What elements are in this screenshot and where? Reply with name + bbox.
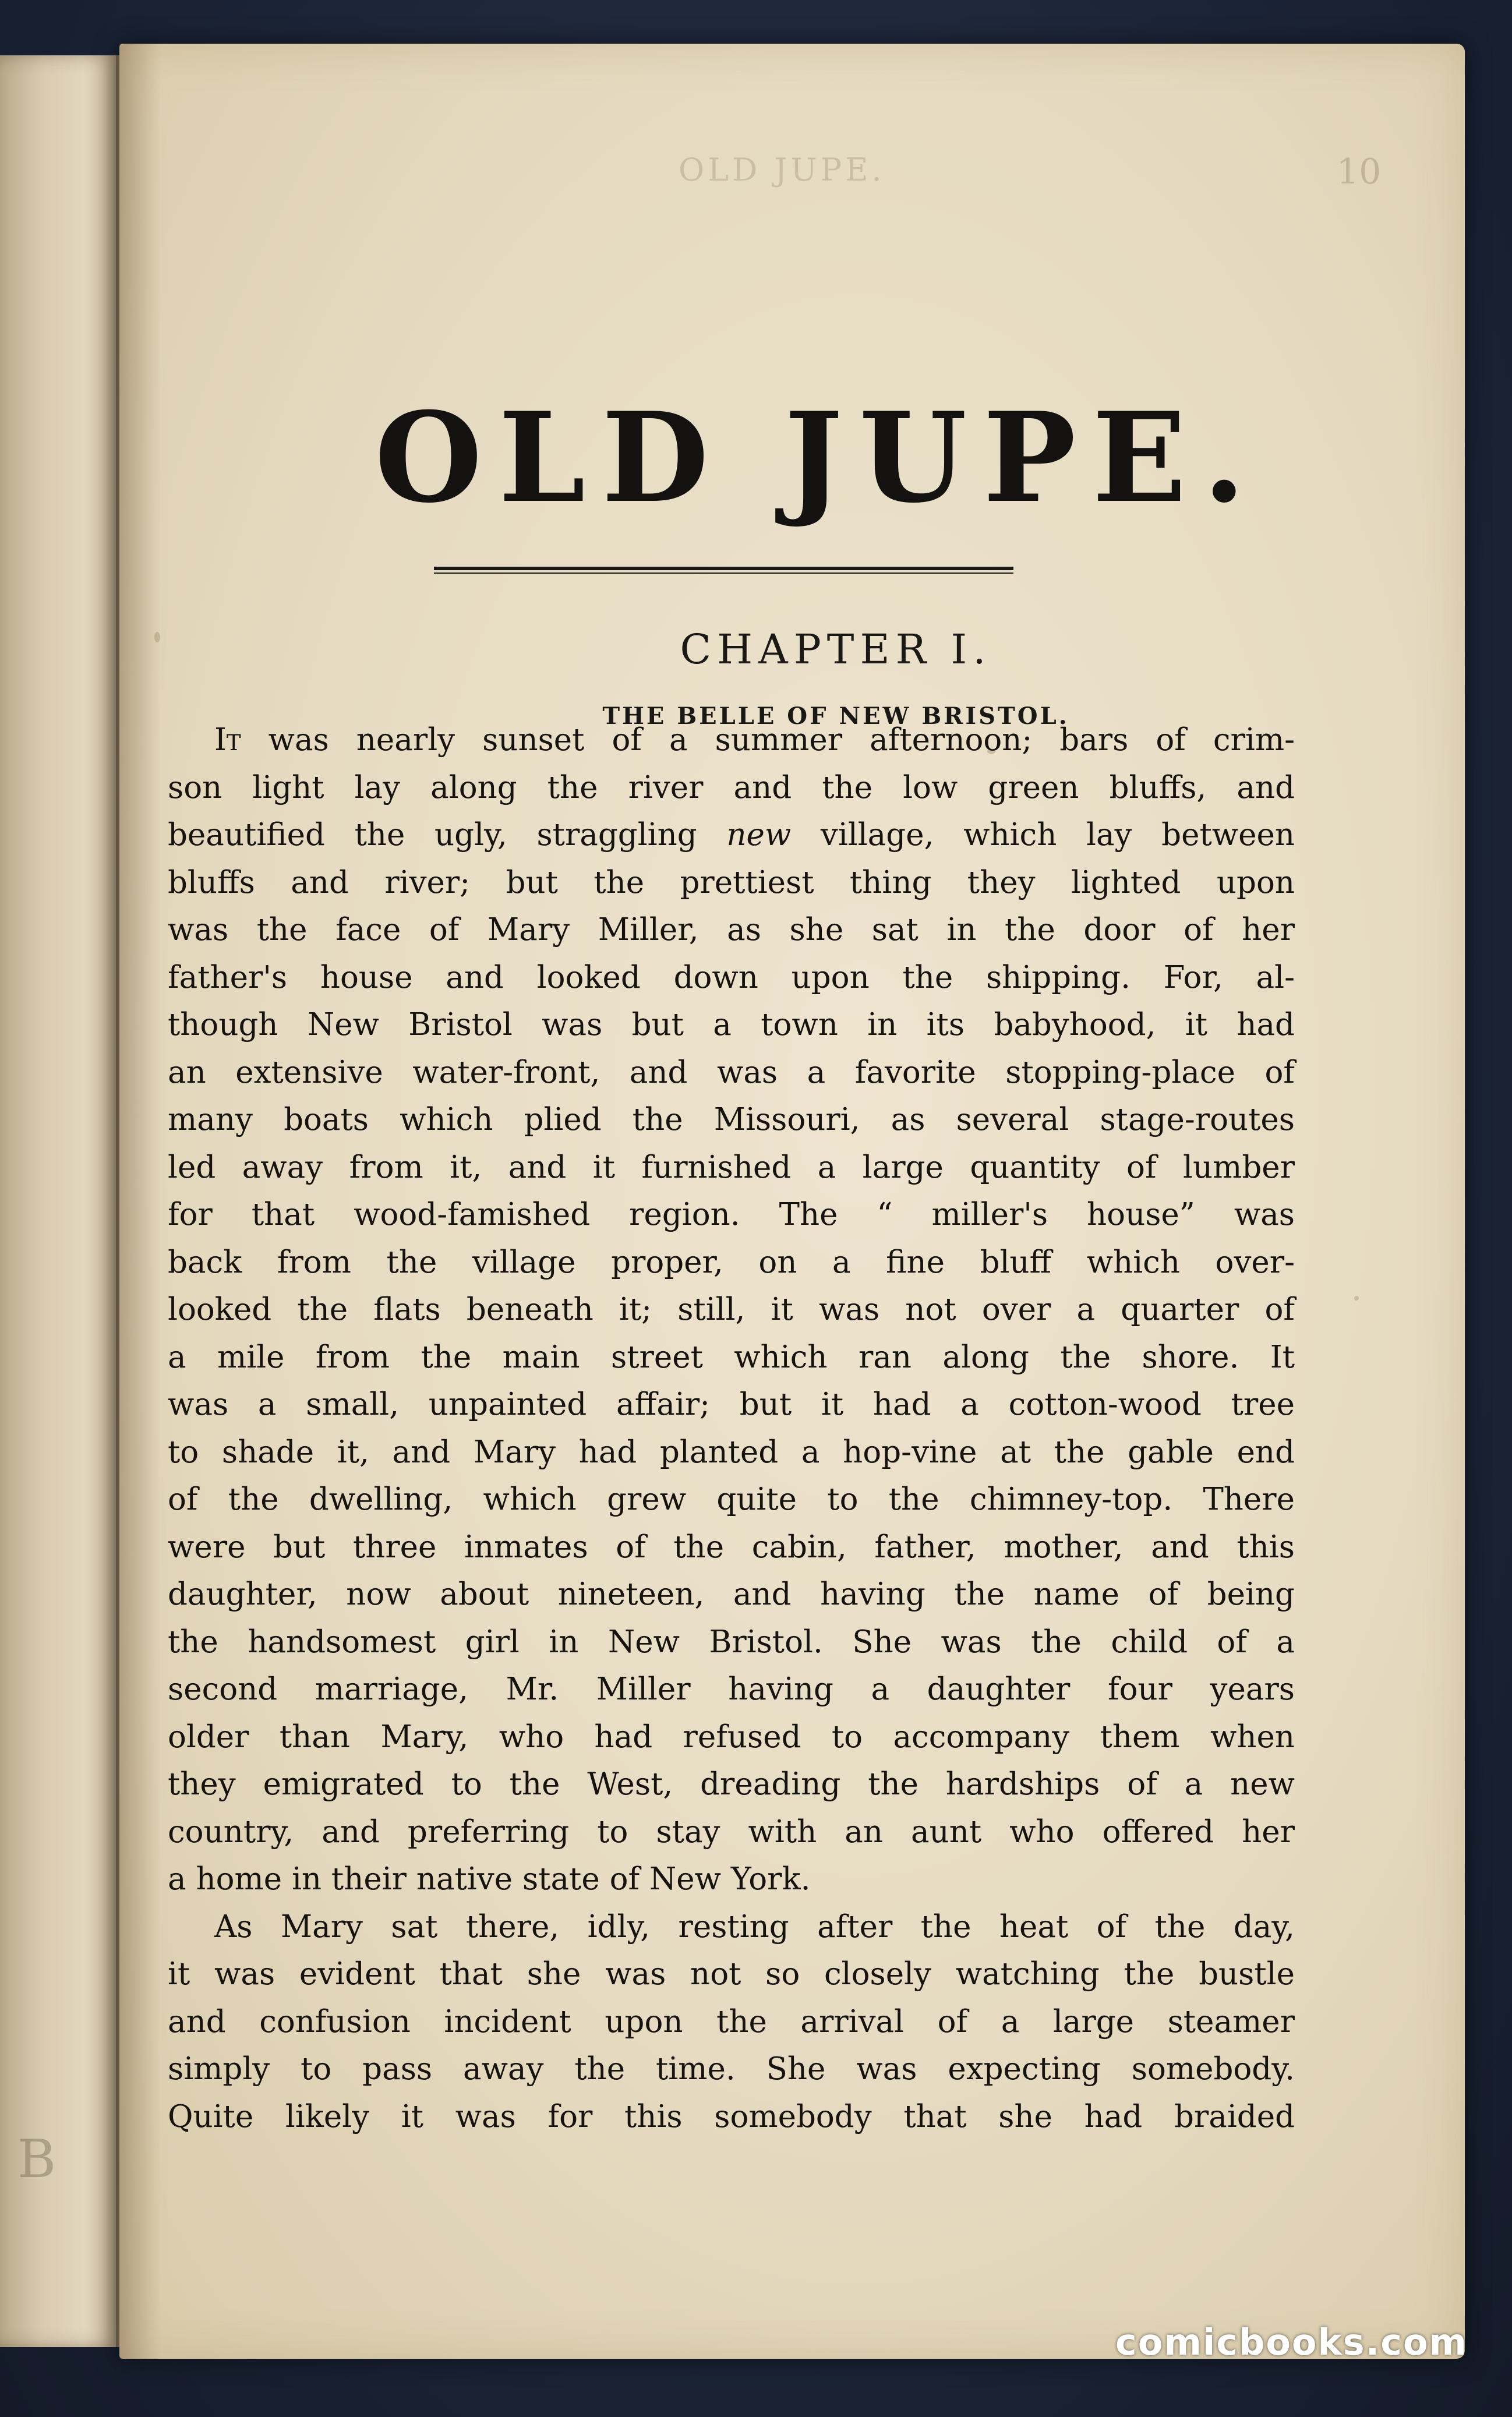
text-line: a home in their native state of New York.	[168, 1861, 811, 1897]
paragraph-1	[168, 716, 1295, 1903]
show-through-left-fragment: B	[17, 2129, 59, 2190]
ghost-running-head: OLD JUPE.	[679, 151, 885, 188]
text-line: father's house and looked down upon the shipping. For, al-	[168, 959, 1295, 995]
watermark: comicbooks.com	[1115, 2321, 1468, 2363]
ghost-page-number: 10	[1337, 151, 1382, 192]
text-line-content: beautified the ugly, straggling	[168, 817, 727, 853]
text-line: led away from it, and it furnished a large quantity of lumber	[168, 1149, 1295, 1185]
text-line: second marriage, Mr. Miller having a daughter four years	[168, 1672, 1295, 1707]
text-line: to shade it, and Mary had planted a hop-vine at the gable end	[168, 1434, 1295, 1470]
text-line-content: village, which lay between	[791, 817, 1295, 853]
text-line: looked the flats beneath it; still, it was not over a quarter of	[168, 1292, 1295, 1327]
title-rule	[434, 567, 1013, 570]
text-line: the handsomest girl in New Bristol. She was the child of a	[168, 1624, 1295, 1660]
text-line: an extensive water-front, and was a favorite stopping-place of	[168, 1054, 1295, 1090]
chapter-heading: CHAPTER I.	[680, 626, 992, 673]
lead-word: It	[214, 722, 241, 758]
text-line: older than Mary, who had refused to accompany them when	[168, 1719, 1295, 1755]
paper-blemish	[1354, 1296, 1359, 1301]
text-line: and confusion incident upon the arrival of a large steamer	[168, 2003, 1295, 2040]
text-line-content: was nearly sunset of a summer afternoon; bars of crim-	[241, 722, 1295, 758]
text-line: were but three inmates of the cabin, father, mother, and this	[168, 1529, 1295, 1565]
body-text	[168, 716, 1295, 2140]
text-line: for that wood-famished region. The “ miller's house” was	[168, 1197, 1295, 1232]
book-title: OLD JUPE.	[375, 385, 1262, 530]
text-line	[168, 811, 1295, 859]
text-line: it was evident that she was not so closely watching the bustle	[168, 1956, 1295, 1992]
text-line: of the dwelling, which grew quite to the chimney-top. There	[168, 1482, 1295, 1517]
text-line: Quite likely it was for this somebody that she had braided	[168, 2098, 1295, 2135]
show-through-header	[119, 151, 1465, 221]
text-line: daughter, now about nineteen, and having the name of being	[168, 1577, 1295, 1612]
text-line: was a small, unpainted affair; but it had a cotton-wood tree	[168, 1387, 1295, 1422]
text-line: back from the village proper, on a fine bluff which over-	[168, 1244, 1295, 1280]
text-line: many boats which plied the Missouri, as several stage-routes	[168, 1102, 1295, 1137]
text-line: simply to pass away the time. She was expecting somebody.	[168, 2051, 1295, 2087]
text-line: bluffs and river; but the prettiest thing they lighted upon	[168, 864, 1295, 900]
text-line: though New Bristol was but a town in its babyhood, it had	[168, 1007, 1295, 1043]
chapter-subtitle: THE BELLE OF NEW BRISTOL.	[602, 702, 1069, 730]
text-line: they emigrated to the West, dreading the hardships of a new	[168, 1766, 1295, 1802]
text-line: was the face of Mary Miller, as she sat in the door of her	[168, 912, 1295, 948]
text-line: country, and preferring to stay with an aunt who offered her	[168, 1814, 1295, 1850]
paragraph-2	[168, 1903, 1295, 2141]
text-line	[168, 716, 1295, 764]
italic-word: new	[726, 817, 792, 853]
text-line: As Mary sat there, idly, resting after the heat of the day,	[214, 1909, 1295, 1945]
left-page-edge	[0, 55, 119, 2347]
text-line: a mile from the main street which ran along the shore. It	[168, 1339, 1295, 1375]
text-line: son light lay along the river and the low green bluffs, and	[168, 769, 1295, 805]
